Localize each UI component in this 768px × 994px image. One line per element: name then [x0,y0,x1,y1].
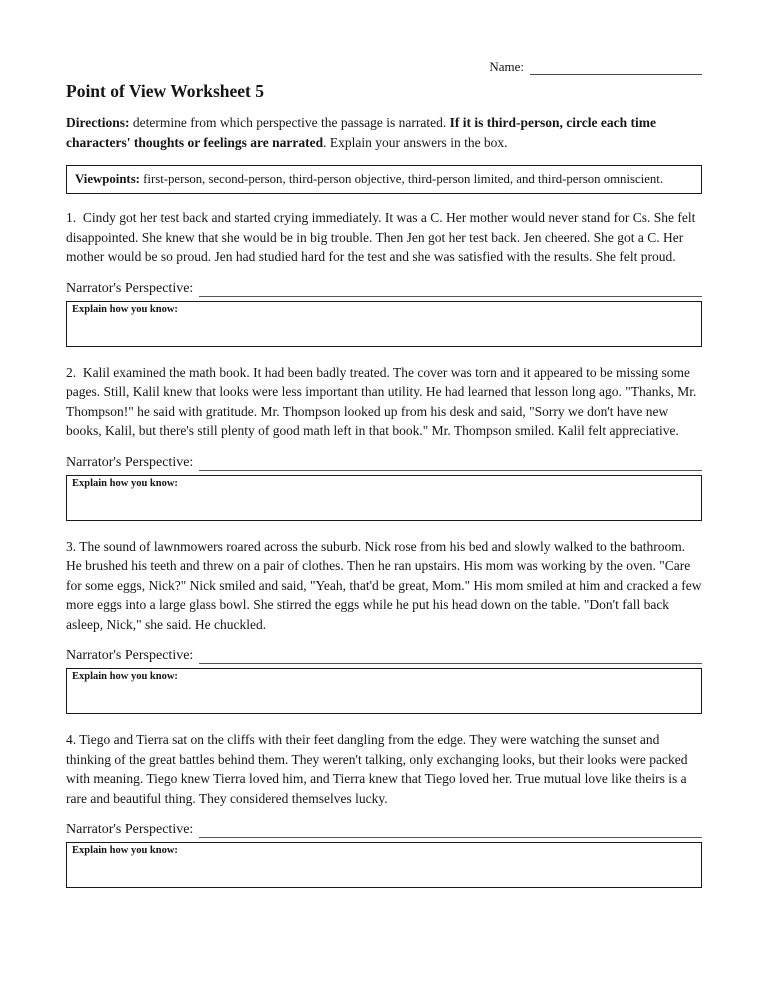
name-answer-line[interactable] [530,61,702,75]
perspective-answer-line-3[interactable] [199,649,702,664]
passage-text-1: 1. Cindy got her test back and started crying immediately. It was a C. Her mother would never stand for Cs. She felt disappointed. She knew that she would be in big trouble. Then Jen got her test back. Jen cheered. She got a C. Her mother would be so proud. Jen had studied hard for the test and she was satisfied with the results. She felt proud. [66,210,699,265]
question-3 [66,537,705,715]
perspective-answer-line-1[interactable] [199,282,702,297]
directions-text [66,113,702,152]
viewpoints-list: first-person, second-person, third-person objective, third-person limited, and third-person omniscient. [139,172,664,187]
perspective-label-3: Narrator's Perspective: [66,648,194,664]
explain-label-3: Explain how you know: [72,671,178,683]
page-title: Point of View Worksheet 5 [66,81,265,101]
question-4 [66,730,702,888]
passage-text-3: 3. The sound of lawnmowers roared across the suburb. Nick rose from his bed and slowly walked to the bathroom. He brushed his teeth and threw on a pair of clothes. Then he ran upstairs. His mom was working by the oven. "Care for some eggs, Nick?" Nick smiled and said, "Yeah, that'd be great, Mom." His mom smiled at him and cracked a few more eggs into a large glass bowl. She stirred the eggs while he put his head down on the table. "Don't fall back asleep, Nick," she said. He chuckled. [66,538,705,632]
question-2 [66,363,702,521]
question-1 [66,208,702,347]
perspective-answer-line-4[interactable] [199,823,702,838]
passage-text-2: 2. Kalil examined the math book. It had been badly treated. The cover was torn and it appeared to be missing some pages. Still, Kalil knew that looks were less important than utility. He had learned that lesson long ago. "Thanks, Mr. Thompson!" he said with gratitude. Mr. Thompson looked up from his desk and said, "Sorry we don't have new books, Kalil, but there's still plenty of good math left in that book." Mr. Thompson smiled. Kalil felt appreciative. [66,364,700,439]
perspective-label-2: Narrator's Perspective: [66,454,194,470]
explain-label-1: Explain how you know: [72,303,178,315]
name-label: Name: [489,59,524,74]
directions-bold-part: If it is third-person, circle each time characters' thoughts or feelings are narrated [66,115,660,150]
perspective-label-1: Narrator's Perspective: [66,280,194,296]
directions-part1: determine from which perspective the passage is narrated. [129,115,450,131]
explain-answer-box-1[interactable] [66,301,702,347]
perspective-row-2 [66,453,702,471]
name-row [66,58,702,75]
perspective-answer-line-2[interactable] [199,456,702,471]
explain-label-4: Explain how you know: [72,845,178,857]
viewpoints-box [66,165,702,194]
passage-text-4: 4. Tiego and Tierra sat on the cliffs with their feet dangling from the edge. They were watching the sunset and thinking of the great battles behind them. They weren't talking, only exchanging looks, but their looks were packed with meaning. Tiego knew Tierra loved him, and Tierra knew that Tiego loved her. True mutual love like theirs is a rare and beautiful thing. They considered themselves lucky. [66,732,691,806]
perspective-row-3 [66,646,702,664]
explain-answer-box-4[interactable] [66,842,702,888]
explain-answer-box-3[interactable] [66,668,702,714]
perspective-row-4 [66,820,702,838]
viewpoints-label: Viewpoints: [75,172,140,187]
perspective-label-4: Narrator's Perspective: [66,822,194,838]
directions-part2: . Explain your answers in the box. [323,134,508,150]
directions-label: Directions: [66,115,130,131]
perspective-row-1 [66,279,702,297]
explain-label-2: Explain how you know: [72,477,178,489]
explain-answer-box-2[interactable] [66,475,702,521]
